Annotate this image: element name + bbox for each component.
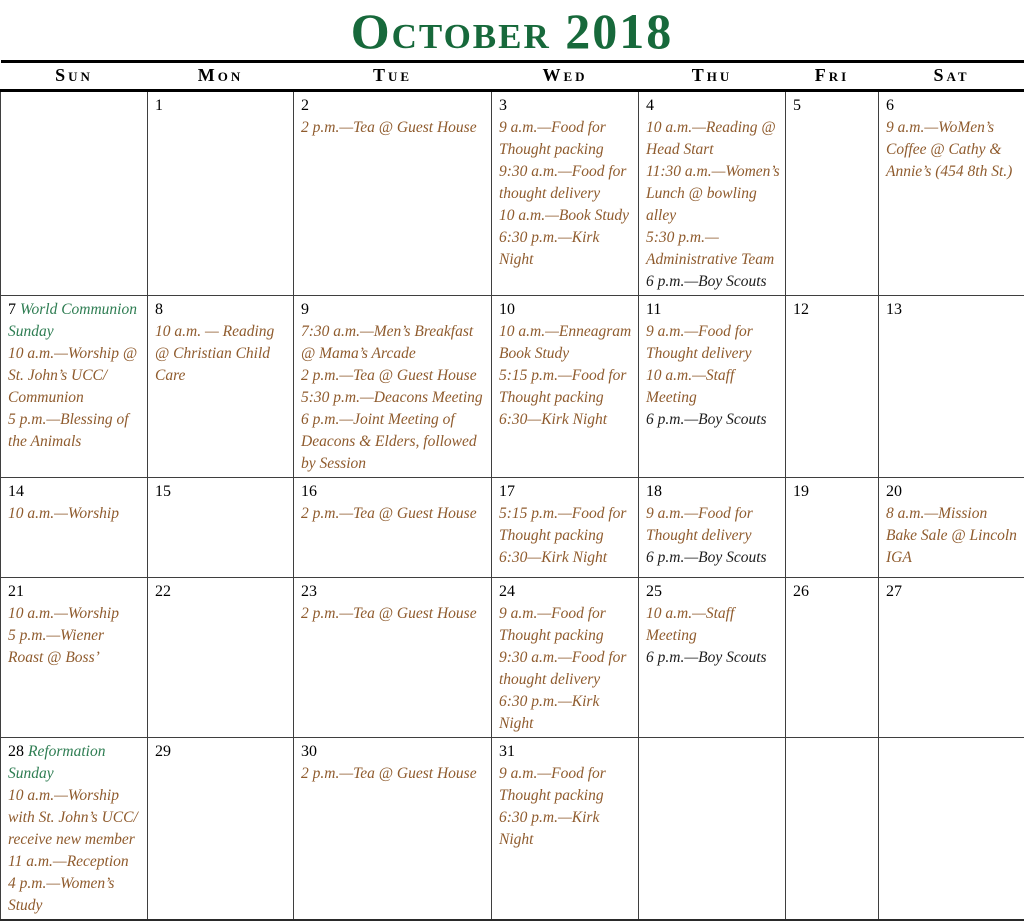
day-number: 13	[886, 301, 902, 318]
day-number: 25	[646, 583, 662, 600]
calendar-week-row	[1, 738, 1024, 921]
day-number: 27	[886, 583, 902, 600]
event-text: 9 a.m.—Food for Thought packing	[499, 763, 634, 807]
day-number: 16	[301, 483, 317, 500]
day-number: 24	[499, 583, 515, 600]
event-text: 9 a.m.—WoMen’s Coffee @ Cathy & Annie’s (454 8th St.)	[886, 117, 1020, 183]
event-text: 9 a.m.—Food for Thought packing	[499, 603, 634, 647]
event-text: 9:30 a.m.—Food for thought delivery	[499, 647, 634, 691]
day-number: 20	[886, 483, 902, 500]
day-cell	[1, 91, 148, 296]
day-cell	[639, 738, 786, 921]
day-number: 2	[301, 97, 309, 114]
day-cell-header	[155, 299, 289, 321]
event-text: 9 a.m.—Food for Thought delivery	[646, 503, 781, 547]
event-text: 6 p.m.—Boy Scouts	[646, 647, 781, 669]
day-number: 8	[155, 301, 163, 318]
day-cell-header	[646, 95, 781, 117]
event-text: 5 p.m.—Wiener Roast @ Boss’	[8, 625, 143, 669]
day-cell-header	[155, 741, 289, 763]
day-cell	[294, 91, 492, 296]
event-text: 10 a.m.—Staff Meeting	[646, 603, 781, 647]
day-number: 10	[499, 301, 515, 318]
day-cell	[879, 91, 1024, 296]
day-number: 17	[499, 483, 515, 500]
weekday-header-fri: Fri	[786, 62, 879, 91]
day-cell	[1, 478, 148, 578]
day-cell	[879, 296, 1024, 478]
day-cell	[148, 478, 294, 578]
day-cell-header	[499, 741, 634, 763]
day-cell-header	[886, 95, 1020, 117]
day-cell-header	[301, 95, 487, 117]
day-number: 19	[793, 483, 809, 500]
day-cell	[786, 578, 879, 738]
day-cell-header	[301, 481, 487, 503]
day-number: 28	[8, 743, 24, 760]
calendar-page	[0, 2, 1024, 848]
day-cell-header	[793, 299, 874, 321]
event-text: 6:30 p.m.—Kirk Night	[499, 807, 634, 851]
event-text: 9:30 a.m.—Food for thought delivery	[499, 161, 634, 205]
special-day-label: World Communion Sunday	[8, 301, 137, 340]
day-cell-header	[793, 95, 874, 117]
event-text: 7:30 a.m.—Men’s Breakfast @ Mama’s Arcade	[301, 321, 487, 365]
day-cell	[148, 738, 294, 921]
day-cell	[786, 478, 879, 578]
event-text: 11 a.m.—Reception	[8, 851, 143, 873]
day-cell-header	[646, 299, 781, 321]
event-text: 11:30 a.m.—Women’s Lunch @ bowling alley	[646, 161, 781, 227]
day-cell	[639, 478, 786, 578]
day-cell	[1, 738, 148, 921]
day-cell	[492, 91, 639, 296]
day-cell	[639, 296, 786, 478]
event-text: 10 a.m.—Staff Meeting	[646, 365, 781, 409]
event-text: 10 a.m.—Worship	[8, 603, 143, 625]
day-number: 11	[646, 301, 661, 318]
day-cell-header	[646, 581, 781, 603]
day-cell-header	[155, 481, 289, 503]
day-number: 31	[499, 743, 515, 760]
event-text: 6 p.m.—Boy Scouts	[646, 547, 781, 569]
day-number: 5	[793, 97, 801, 114]
weekday-header-row	[1, 62, 1024, 91]
day-cell	[879, 578, 1024, 738]
day-cell-header	[499, 299, 634, 321]
day-number: 29	[155, 743, 171, 760]
event-text: 6 p.m.—Boy Scouts	[646, 409, 781, 431]
day-cell-header	[301, 581, 487, 603]
day-cell	[492, 296, 639, 478]
day-number: 12	[793, 301, 809, 318]
day-cell	[639, 578, 786, 738]
day-number: 9	[301, 301, 309, 318]
event-text: 6:30 p.m.—Kirk Night	[499, 227, 634, 271]
event-text: 10 a.m.—Book Study	[499, 205, 634, 227]
event-text: 4 p.m.—Women’s Study	[8, 873, 143, 917]
event-text: 8 a.m.—Mission Bake Sale @ Lincoln IGA	[886, 503, 1020, 569]
day-number: 22	[155, 583, 171, 600]
event-text: 10 a.m. — Reading @ Christian Child Care	[155, 321, 289, 387]
day-cell-header	[886, 299, 1020, 321]
weekday-header-sun: Sun	[1, 62, 148, 91]
day-cell	[786, 296, 879, 478]
day-cell	[879, 478, 1024, 578]
day-cell	[879, 738, 1024, 921]
event-text: 2 p.m.—Tea @ Guest House	[301, 763, 487, 785]
day-cell	[294, 578, 492, 738]
calendar-week-row	[1, 91, 1024, 296]
day-cell-header	[8, 481, 143, 503]
day-cell-header	[155, 581, 289, 603]
day-cell-header	[499, 581, 634, 603]
calendar-week-row	[1, 478, 1024, 578]
day-cell	[1, 578, 148, 738]
day-number: 4	[646, 97, 654, 114]
day-cell	[492, 738, 639, 921]
day-cell	[1, 296, 148, 478]
day-cell-header	[155, 95, 289, 117]
day-number: 21	[8, 583, 24, 600]
calendar-body	[1, 91, 1024, 921]
event-text: 5:15 p.m.—Food for Thought packing	[499, 365, 634, 409]
event-text: 9 a.m.—Food for Thought delivery	[646, 321, 781, 365]
day-number: 18	[646, 483, 662, 500]
day-cell-header	[886, 481, 1020, 503]
weekday-header-wed: Wed	[492, 62, 639, 91]
day-cell-header	[793, 581, 874, 603]
day-cell-header	[8, 741, 143, 785]
day-cell	[294, 478, 492, 578]
weekday-header-tue: Tue	[294, 62, 492, 91]
event-text: 10 a.m.—Reading @ Head Start	[646, 117, 781, 161]
day-cell-header	[8, 581, 143, 603]
day-number: 1	[155, 97, 163, 114]
day-number: 14	[8, 483, 24, 500]
calendar-week-row	[1, 578, 1024, 738]
day-number: 23	[301, 583, 317, 600]
event-text: 5 p.m.—Blessing of the Animals	[8, 409, 143, 453]
day-cell	[148, 91, 294, 296]
day-cell	[148, 296, 294, 478]
day-cell	[492, 578, 639, 738]
day-number: 3	[499, 97, 507, 114]
day-cell-header	[499, 95, 634, 117]
event-text: 6:30—Kirk Night	[499, 547, 634, 569]
event-text: 5:30 p.m.—Deacons Meeting	[301, 387, 487, 409]
event-text: 10 a.m.—Worship @ St. John’s UCC/ Communion	[8, 343, 143, 409]
day-cell-header	[8, 299, 143, 343]
event-text: 2 p.m.—Tea @ Guest House	[301, 603, 487, 625]
event-text: 2 p.m.—Tea @ Guest House	[301, 117, 487, 139]
weekday-header-mon: Mon	[148, 62, 294, 91]
event-text: 2 p.m.—Tea @ Guest House	[301, 365, 487, 387]
day-cell	[294, 738, 492, 921]
event-text: 6:30—Kirk Night	[499, 409, 634, 431]
event-text: 5:30 p.m.—Administrative Team	[646, 227, 781, 271]
event-text: 10 a.m.—Worship	[8, 503, 143, 525]
day-cell	[294, 296, 492, 478]
day-cell-header	[646, 481, 781, 503]
calendar-table	[0, 60, 1024, 921]
event-text: 6 p.m.—Boy Scouts	[646, 271, 781, 293]
weekday-header-sat: Sat	[879, 62, 1024, 91]
day-number: 7	[8, 301, 16, 318]
event-text: 5:15 p.m.—Food for Thought packing	[499, 503, 634, 547]
day-cell-header	[499, 481, 634, 503]
weekday-header-thu: Thu	[639, 62, 786, 91]
event-text: 2 p.m.—Tea @ Guest House	[301, 503, 487, 525]
day-cell-header	[301, 299, 487, 321]
day-number: 6	[886, 97, 894, 114]
day-number: 26	[793, 583, 809, 600]
day-cell	[148, 578, 294, 738]
day-cell	[786, 91, 879, 296]
day-cell-header	[793, 481, 874, 503]
day-cell-header	[886, 581, 1020, 603]
calendar-title: October 2018	[0, 2, 1024, 60]
day-number: 30	[301, 743, 317, 760]
day-number: 15	[155, 483, 171, 500]
special-day-label: Reformation Sunday	[8, 743, 106, 782]
event-text: 9 a.m.—Food for Thought packing	[499, 117, 634, 161]
event-text: 10 a.m.—Enneagram Book Study	[499, 321, 634, 365]
day-cell	[786, 738, 879, 921]
calendar-week-row	[1, 296, 1024, 478]
day-cell-header	[301, 741, 487, 763]
event-text: 10 a.m.—Worship with St. John’s UCC/ receive new member	[8, 785, 143, 851]
event-text: 6 p.m.—Joint Meeting of Deacons & Elders, followed by Session	[301, 409, 487, 475]
day-cell	[639, 91, 786, 296]
event-text: 6:30 p.m.—Kirk Night	[499, 691, 634, 735]
day-cell	[492, 478, 639, 578]
